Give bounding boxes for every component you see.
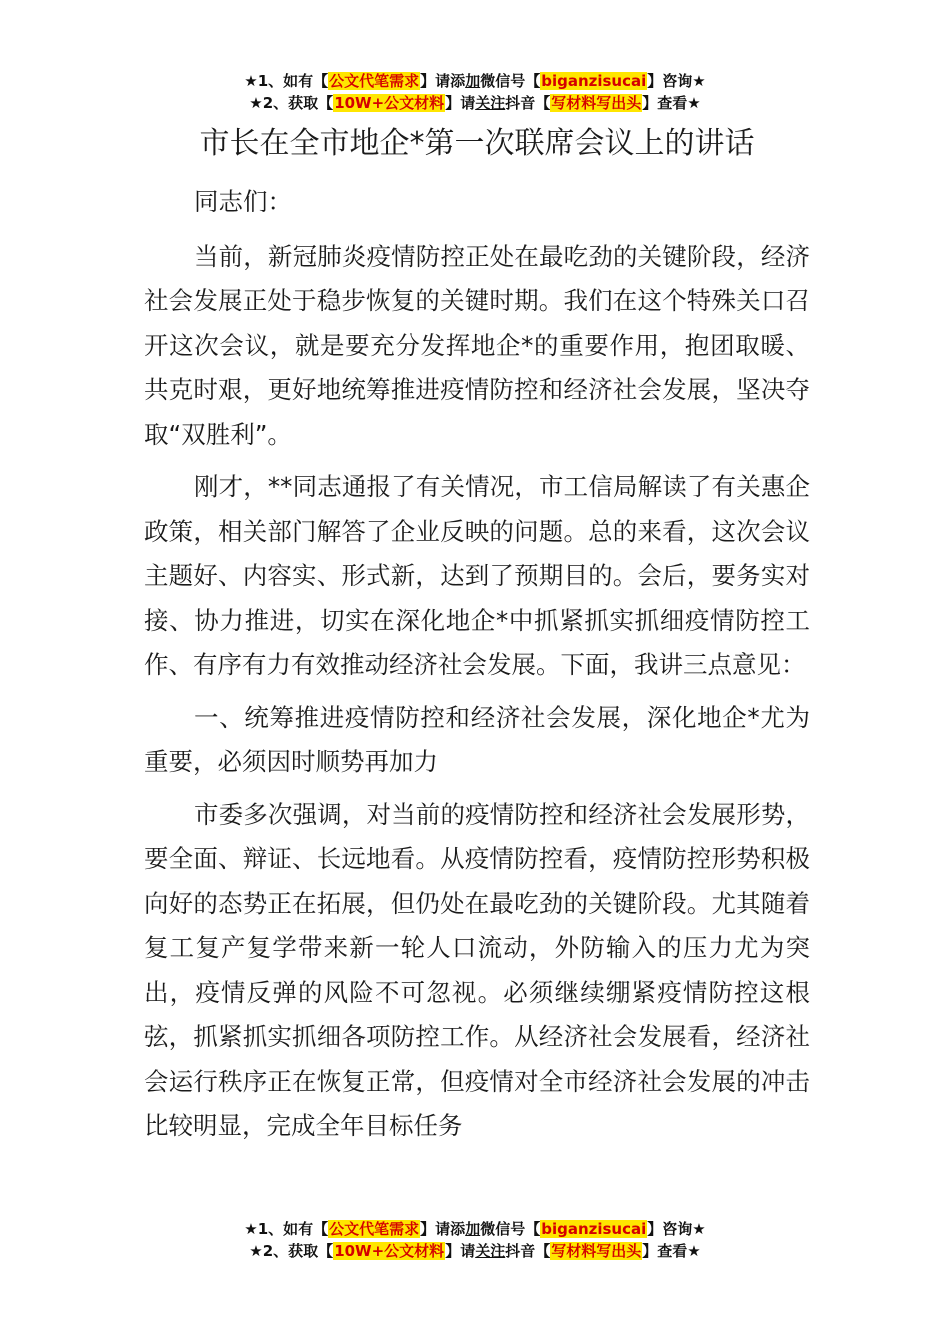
wechat-id-highlight: biganzisucai bbox=[541, 1220, 647, 1238]
promo-text: 微信号【 bbox=[480, 72, 541, 90]
promo-text: ★2、获取【 bbox=[249, 1242, 334, 1260]
promo-text: 】咨询★ bbox=[647, 72, 706, 90]
promo-underlined-text: 关注 bbox=[475, 94, 506, 112]
promo-line-1 bbox=[0, 70, 950, 92]
promo-underlined-text: 加 bbox=[465, 1220, 481, 1238]
promo-highlight: 公文代笔需求 bbox=[329, 1220, 420, 1238]
promo-text: 】请添 bbox=[420, 72, 466, 90]
section-heading: 一、统筹推进疫情防控和经济社会发展，深化地企*尤为重要，必须因时顺势再加力 bbox=[144, 702, 810, 776]
promo-underlined-text: 加 bbox=[465, 72, 481, 90]
douyin-id-highlight: 写材料写出头 bbox=[551, 1242, 642, 1260]
promo-text: 抖音【 bbox=[505, 94, 551, 112]
promo-banner-top bbox=[0, 70, 950, 114]
document-body bbox=[144, 122, 810, 1157]
wechat-id-highlight: biganzisucai bbox=[541, 72, 647, 90]
promo-line-2 bbox=[0, 1240, 950, 1262]
promo-underlined-text: 关注 bbox=[475, 1242, 506, 1260]
promo-highlight: 公文代笔需求 bbox=[329, 72, 420, 90]
promo-text: 抖音【 bbox=[505, 1242, 551, 1260]
document-title: 市长在全市地企*第一次联席会议上的讲话 bbox=[199, 126, 755, 161]
promo-text: 】咨询★ bbox=[647, 1220, 706, 1238]
salutation: 同志们： bbox=[194, 187, 292, 216]
promo-line-2 bbox=[0, 92, 950, 114]
douyin-id-highlight: 写材料写出头 bbox=[551, 94, 642, 112]
promo-text: ★1、如有【 bbox=[244, 1220, 329, 1238]
promo-text: 】请 bbox=[445, 94, 476, 112]
promo-text: 】查看★ bbox=[642, 1242, 701, 1260]
promo-text: 】请 bbox=[445, 1242, 476, 1260]
paragraph: 市委多次强调，对当前的疫情防控和经济社会发展形势，要全面、辩证、长远地看。从疫情防控看，疫情防控形势积极向好的态势正在拓展，但仍处在最吃劲的关键阶段。尤其随着复工复产复学带来新一轮人口流动，外防输入的压力尤为突出，疫情反弹的风险不可忽视。必须继续绷紧疫情防控这根弦，抓紧抓实抓细各项防控工作。从经济社会发展看，经济社会运行秩序正在恢复正常，但疫情对全市经济社会发展的冲击比较明显，完成全年目标任务 bbox=[144, 799, 810, 1140]
promo-text: ★2、获取【 bbox=[249, 94, 334, 112]
promo-highlight: 10W+公文材料 bbox=[334, 94, 445, 112]
promo-banner-bottom bbox=[0, 1218, 950, 1262]
paragraph: 当前，新冠肺炎疫情防控正处在最吃劲的关键阶段，经济社会发展正处于稳步恢复的关键时期。我们在这个特殊关口召开这次会议，就是要充分发挥地企*的重要作用，抱团取暖、共克时艰，更好地统筹推进疫情防控和经济社会发展，坚决夺取“双胜利”。 bbox=[144, 241, 810, 449]
promo-text: ★1、如有【 bbox=[244, 72, 329, 90]
promo-line-1 bbox=[0, 1218, 950, 1240]
promo-text: 微信号【 bbox=[480, 1220, 541, 1238]
promo-highlight: 10W+公文材料 bbox=[334, 1242, 445, 1260]
paragraph: 刚才，**同志通报了有关情况，市工信局解读了有关惠企政策，相关部门解答了企业反映的问题。总的来看，这次会议主题好、内容实、形式新，达到了预期目的。会后，要务实对接、协力推进，切实在深化地企*中抓紧抓实抓细疫情防控工作、有序有力有效推动经济社会发展。下面，我讲三点意见： bbox=[144, 472, 810, 679]
promo-text: 】查看★ bbox=[642, 94, 701, 112]
promo-text: 】请添 bbox=[420, 1220, 466, 1238]
